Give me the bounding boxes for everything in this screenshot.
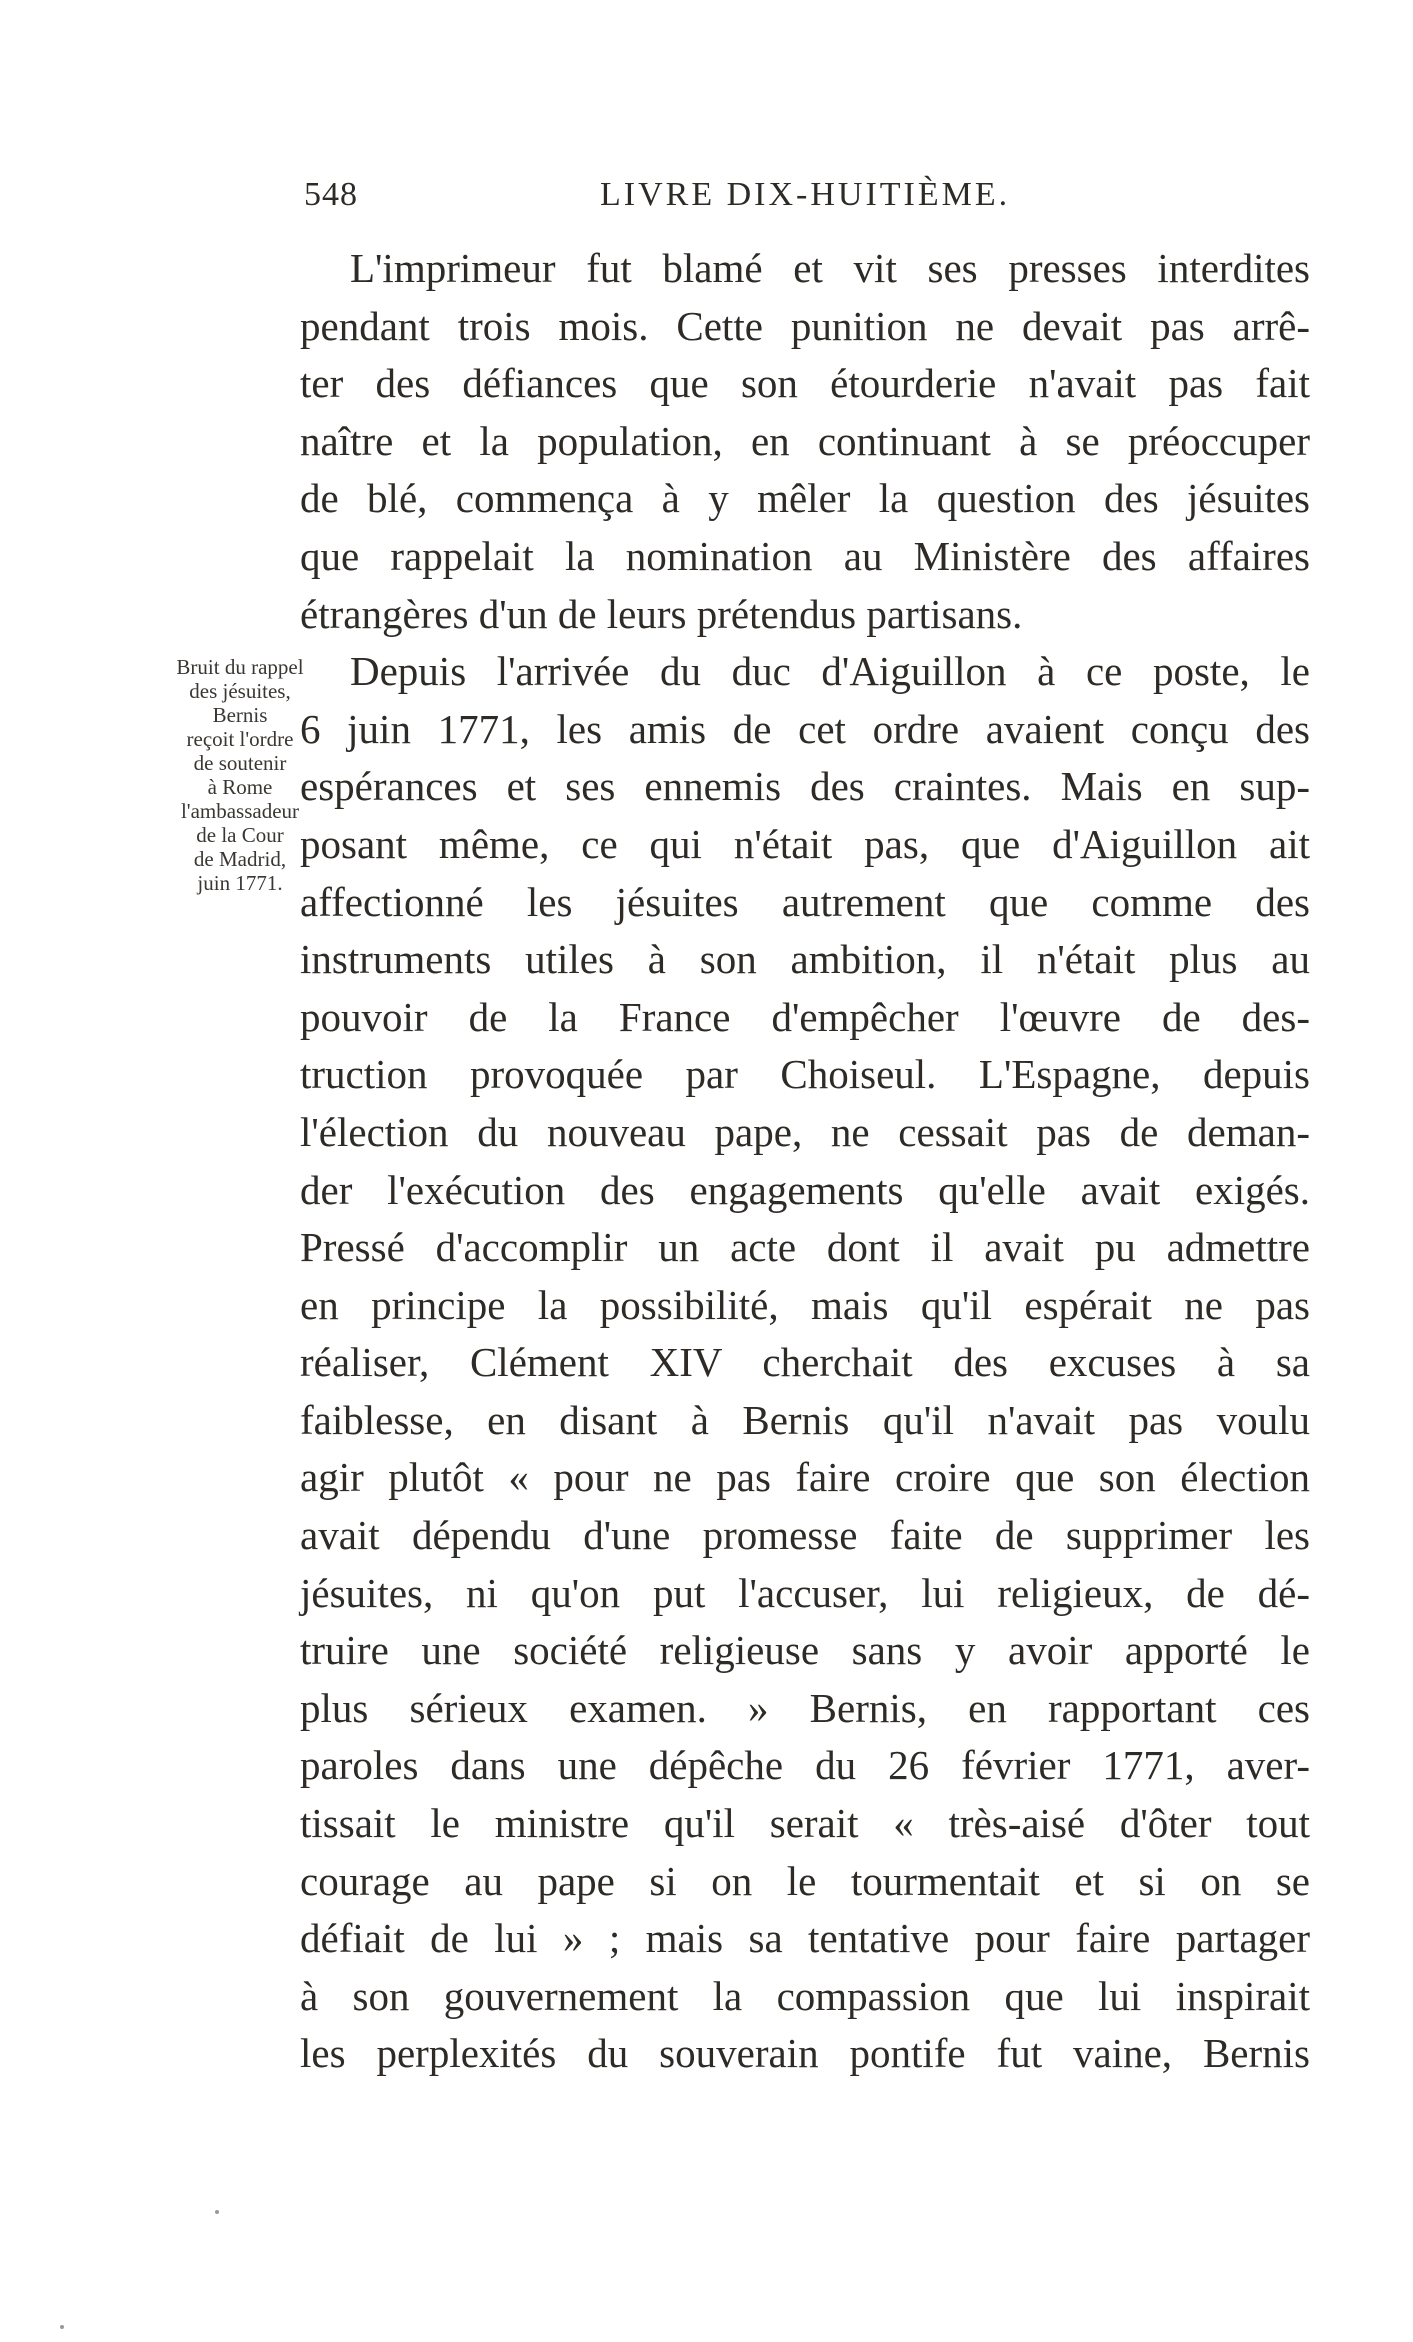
text-line: défiait de lui » ; mais sa tentative pour faire partager <box>300 1915 1310 1962</box>
text-line: plus sérieux examen. » Bernis, en rapportant ces <box>300 1684 1310 1731</box>
marginal-note-line: Bruit du rappel <box>176 655 304 679</box>
text-line: étrangères d'un de leurs prétendus partisans. <box>300 590 1023 637</box>
text-line: réaliser, Clément XIV cherchait des excuses à sa <box>300 1339 1310 1386</box>
text-line: les perplexités du souverain pontife fut vaine, Bernis <box>300 2030 1310 2077</box>
marginal-note-line: reçoit l'ordre <box>186 727 294 751</box>
page-header <box>300 170 1310 220</box>
text-line: affectionné les jésuites autrement que comme des <box>300 878 1310 925</box>
text-line: tissait le ministre qu'il serait « très-aisé d'ôter tout <box>300 1800 1310 1847</box>
marginal-note-line: à Rome <box>207 775 273 799</box>
text-line: en principe la possibilité, mais qu'il espérait ne pas <box>300 1281 1310 1328</box>
text-line: truire une société religieuse sans y avoir apporté le <box>300 1627 1310 1674</box>
paper-speck <box>60 2325 64 2329</box>
text-line: que rappelait la nomination au Ministère des affaires <box>300 532 1310 579</box>
text-line: ter des défiances que son étourderie n'avait pas fait <box>300 360 1310 407</box>
marginal-note-line: de soutenir <box>193 751 287 775</box>
text-line: courage au pape si on le tourmentait et si on se <box>300 1857 1310 1904</box>
text-line: paroles dans une dépêche du 26 février 1771, aver- <box>300 1742 1310 1789</box>
text-line: agir plutôt « pour ne pas faire croire que son élection <box>300 1454 1310 1501</box>
marginal-note-line: de Madrid, <box>193 847 287 871</box>
text-line: faiblesse, en disant à Bernis qu'il n'avait pas voulu <box>300 1396 1310 1443</box>
text-line: pouvoir de la France d'empêcher l'œuvre de des- <box>300 993 1310 1040</box>
body-text <box>300 240 1310 2083</box>
text-line: l'élection du nouveau pape, ne cessait pas de deman- <box>300 1108 1310 1155</box>
marginal-note-line: Bernis <box>212 703 268 727</box>
text-line: L'imprimeur fut blamé et vit ses presses interdites <box>350 245 1310 291</box>
text-line: naître et la population, en continuant à se préoccuper <box>300 417 1310 464</box>
text-line: Pressé d'accomplir un acte dont il avait pu admettre <box>300 1224 1310 1271</box>
text-line: pendant trois mois. Cette punition ne devait pas arrê- <box>300 302 1310 349</box>
marginal-note-line: des jésuites, <box>189 679 291 703</box>
marginal-note-line: l'ambassadeur <box>180 799 300 823</box>
text-line: Depuis l'arrivée du duc d'Aiguillon à ce poste, le <box>350 648 1310 695</box>
text-line: jésuites, ni qu'on put l'accuser, lui religieux, de dé- <box>300 1569 1310 1616</box>
text-line: 6 juin 1771, les amis de cet ordre avaient conçu des <box>300 705 1310 752</box>
text-line: avait dépendu d'une promesse faite de supprimer les <box>300 1512 1310 1559</box>
text-line: der l'exécution des engagements qu'elle avait exigés. <box>300 1166 1310 1213</box>
text-line: truction provoquée par Choiseul. L'Espagne, depuis <box>300 1051 1310 1098</box>
marginal-note-line: de la Cour <box>196 823 284 847</box>
text-line: posant même, ce qui n'était pas, que d'Aiguillon ait <box>300 820 1310 867</box>
text-line: instruments utiles à son ambition, il n'était plus au <box>300 936 1310 983</box>
paper-speck <box>215 2210 219 2214</box>
marginal-note-line: juin 1771. <box>197 871 283 895</box>
page-number: 548 <box>304 176 358 213</box>
text-line: espérances et ses ennemis des craintes. Mais en sup- <box>300 763 1310 810</box>
text-line: à son gouvernement la compassion que lui inspirait <box>300 1972 1310 2019</box>
text-line: de blé, commença à y mêler la question des jésuites <box>300 475 1310 522</box>
running-title: LIVRE DIX-HUITIÈME. <box>600 176 1011 213</box>
